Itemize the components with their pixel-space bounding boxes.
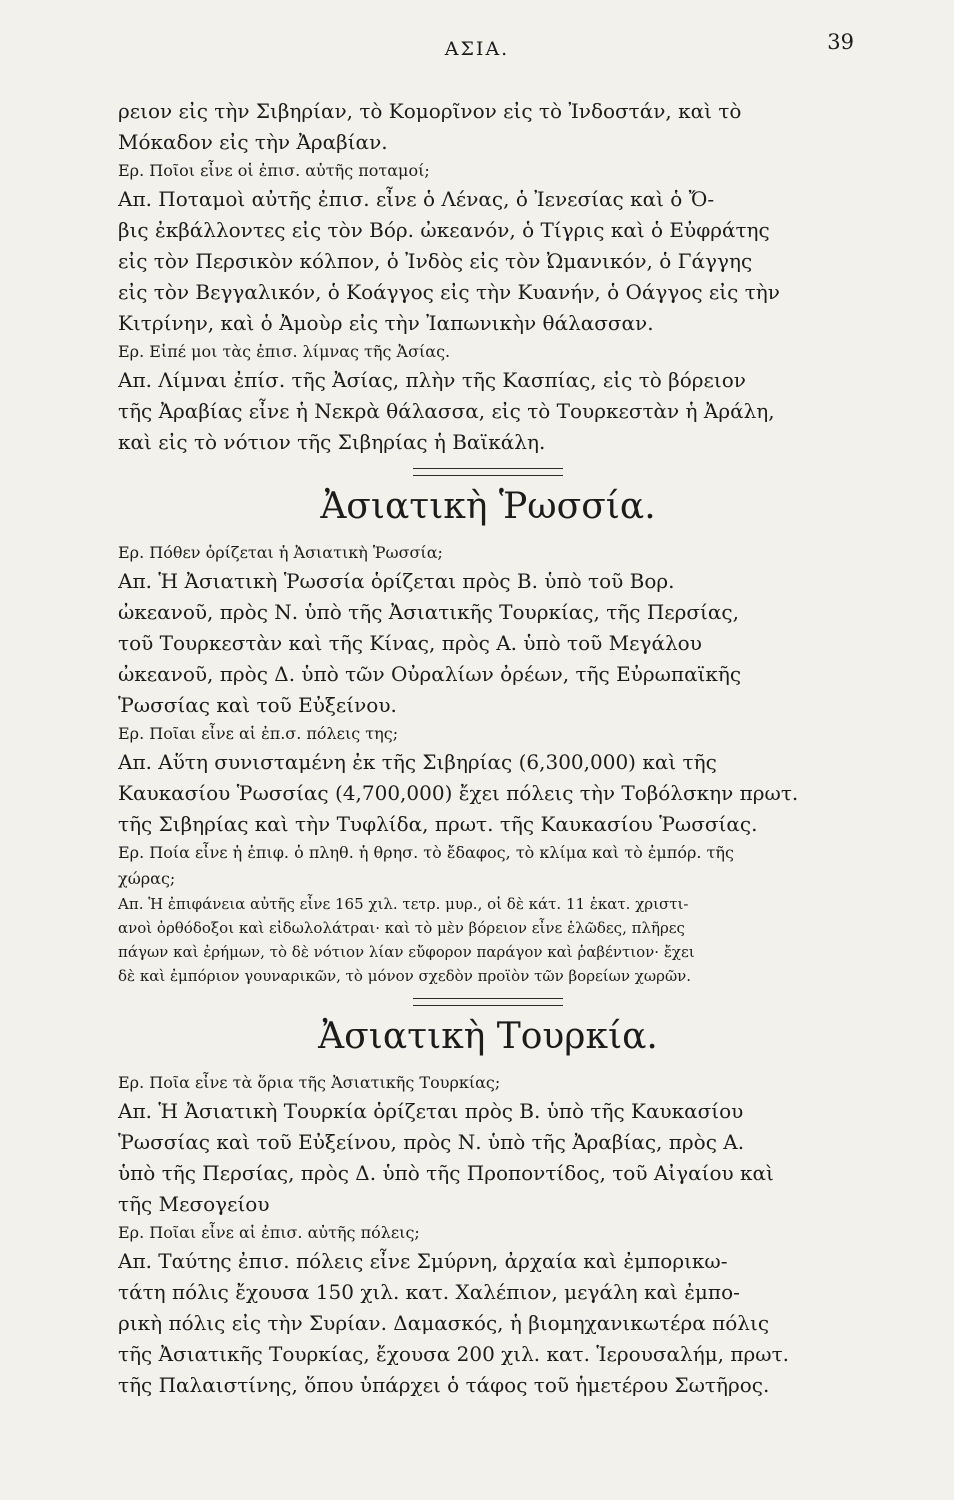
section-divider bbox=[413, 998, 563, 1006]
text-line: Απ. Ταύτης ἐπισ. πόλεις εἶνε Σμύρνη, ἀρχαία καὶ ἐμπορικω- bbox=[118, 1249, 728, 1273]
page-number: 39 bbox=[827, 30, 854, 54]
question-line: Ερ. Ποῖαι εἶνε αἱ ἐπ.σ. πόλεις της; bbox=[118, 724, 399, 743]
text-line: τοῦ Τουρκεστὰν καὶ τῆς Κίνας, πρὸς Α. ὑπὸ τοῦ Μεγάλου bbox=[118, 631, 702, 655]
text-line: ρικὴ πόλις εἰς τὴν Συρίαν. Δαμασκός, ἡ βιομηχανικωτέρα πόλις bbox=[118, 1311, 770, 1335]
text-line: βις ἐκβάλλοντες εἰς τὸν Βόρ. ὠκεανόν, ὁ Τίγρις καὶ ὁ Εὐφράτης bbox=[118, 218, 770, 242]
section-title-asiatic-turkey: Ἀσιατικὴ Τουρκία. bbox=[318, 1016, 658, 1057]
text-line: εἰς τὸν Βεγγαλικόν, ὁ Κοάγγος εἰς τὴν Κυανήν, ὁ Οάγγος εἰς τὴν bbox=[118, 280, 780, 304]
question-line: Ερ. Ποία εἶνε ἡ ἐπιφ. ὁ πληθ. ἡ θρησ. τὸ ἔδαφος, τὸ κλίμα καὶ τὸ ἐμπόρ. τῆς bbox=[118, 843, 734, 862]
text-line: Απ. Ἡ Ἀσιατικὴ Ῥωσσία ὁρίζεται πρὸς Β. ὑπὸ τοῦ Βορ. bbox=[118, 569, 675, 593]
question-line: Ερ. Πόθεν ὁρίζεται ἡ Ἀσιατικὴ Ῥωσσία; bbox=[118, 543, 443, 562]
text-line: ὑπὸ τῆς Περσίας, πρὸς Δ. ὑπὸ τῆς Προποντίδος, τοῦ Αἰγαίου καὶ bbox=[118, 1161, 774, 1185]
text-line: τῆς Ἀραβίας εἶνε ἡ Νεκρὰ θάλασσα, εἰς τὸ Τουρκεστὰν ἡ Ἀράλη, bbox=[118, 399, 775, 423]
text-line: Απ. Αὕτη συνισταμένη ἐκ τῆς Σιβηρίας (6,300,000) καὶ τῆς bbox=[118, 750, 717, 774]
text-line: Καυκασίου Ῥωσσίας (4,700,000) ἔχει πόλεις τὴν Τοβόλσκην πρωτ. bbox=[118, 781, 799, 805]
text-line: εἰς τὸν Περσικὸν κόλπον, ὁ Ἰνδὸς εἰς τὸν Ὠμανικόν, ὁ Γάγγης bbox=[118, 249, 753, 273]
section-asiatic-russia bbox=[118, 540, 858, 988]
text-line: Απ. Λίμναι ἐπίσ. τῆς Ἀσίας, πλὴν τῆς Κασπίας, εἰς τὸ βόρειον bbox=[118, 368, 746, 392]
text-line: Μόκαδον εἰς τὴν Ἀραβίαν. bbox=[118, 130, 388, 154]
section-title-asiatic-russia: Ἀσιατικὴ Ῥωσσία. bbox=[320, 486, 656, 527]
text-line: τῆς Μεσογείου bbox=[118, 1192, 270, 1216]
text-line: τάτη πόλις ἔχουσα 150 χιλ. κατ. Χαλέπιον, μεγάλη καὶ ἐμπο- bbox=[118, 1280, 740, 1304]
text-line: Απ. Ἡ Ἀσιατικὴ Τουρκία ὁρίζεται πρὸς Β. ὑπὸ τῆς Καυκασίου bbox=[118, 1099, 744, 1123]
text-line: πάγων καὶ ἐρήμων, τὸ δὲ νότιον λίαν εὔφορον παράγον καὶ ῥαβέντιον· ἔχει bbox=[118, 943, 695, 961]
text-line: Ῥωσσίας καὶ τοῦ Εὐξείνου. bbox=[118, 693, 397, 717]
text-line: Κιτρίνην, καὶ ὁ Ἀμοὺρ εἰς τὴν Ἰαπωνικὴν θάλασσαν. bbox=[118, 311, 654, 335]
text-line: τῆς Παλαιστίνης, ὅπου ὑπάρχει ὁ τάφος τοῦ ἡμετέρου Σωτῆρος. bbox=[118, 1373, 770, 1397]
question-line: χώρας; bbox=[118, 869, 176, 888]
section-asia-rivers-lakes bbox=[118, 96, 858, 458]
section-divider bbox=[413, 468, 563, 476]
text-line: τῆς Σιβηρίας καὶ τὴν Τυφλίδα, πρωτ. τῆς Καυκασίου Ῥωσσίας. bbox=[118, 812, 758, 836]
running-head: ΑΣΙΑ. bbox=[444, 38, 510, 60]
page-body bbox=[118, 96, 858, 1401]
question-line: Ερ. Ποῖοι εἶνε οἱ ἐπισ. αὐτῆς ποταμοί; bbox=[118, 161, 430, 180]
section-asiatic-turkey bbox=[118, 1070, 858, 1401]
text-line: τῆς Ἀσιατικῆς Τουρκίας, ἔχουσα 200 χιλ. κατ. Ἱερουσαλήμ, πρωτ. bbox=[118, 1342, 790, 1366]
text-line: δὲ καὶ ἐμπόριον γουναρικῶν, τὸ μόνον σχεδὸν προϊὸν τῶν βορείων χωρῶν. bbox=[118, 967, 692, 985]
text-line: ανοὶ ὀρθόδοξοι καὶ εἰδωλολάτραι· καὶ τὸ μὲν βόρειον εἶνε ἑλῶδες, πλῆρες bbox=[118, 919, 685, 937]
question-line: Ερ. Εἰπέ μοι τὰς ἐπισ. λίμνας τῆς Ἀσίας. bbox=[118, 342, 451, 361]
text-line: καὶ εἰς τὸ νότιον τῆς Σιβηρίας ἡ Βαϊκάλη. bbox=[118, 430, 546, 454]
text-line: Ῥωσσίας καὶ τοῦ Εὐξείνου, πρὸς Ν. ὑπὸ τῆς Ἀραβίας, πρὸς Α. bbox=[118, 1130, 745, 1154]
text-line: ρειον εἰς τὴν Σιβηρίαν, τὸ Κομορῖνον εἰς τὸ Ἰνδοστάν, καὶ τὸ bbox=[118, 99, 742, 123]
text-line: ὠκεανοῦ, πρὸς Ν. ὑπὸ τῆς Ἀσιατικῆς Τουρκίας, τῆς Περσίας, bbox=[118, 600, 739, 624]
text-line: Απ. Ποταμοὶ αὐτῆς ἐπισ. εἶνε ὁ Λένας, ὁ Ἰενεσίας καὶ ὁ Ὄ- bbox=[118, 187, 715, 211]
question-line: Ερ. Ποῖαι εἶνε αἱ ἐπισ. αὐτῆς πόλεις; bbox=[118, 1223, 420, 1242]
question-line: Ερ. Ποῖα εἶνε τὰ ὅρια τῆς Ἀσιατικῆς Τουρκίας; bbox=[118, 1073, 501, 1092]
text-line: ὠκεανοῦ, πρὸς Δ. ὑπὸ τῶν Οὐραλίων ὀρέων, τῆς Εὐρωπαϊκῆς bbox=[118, 662, 742, 686]
text-line: Απ. Ἡ ἐπιφάνεια αὐτῆς εἶνε 165 χιλ. τετρ. μυρ., οἱ δὲ κάτ. 11 ἑκατ. χριστι- bbox=[118, 895, 689, 913]
